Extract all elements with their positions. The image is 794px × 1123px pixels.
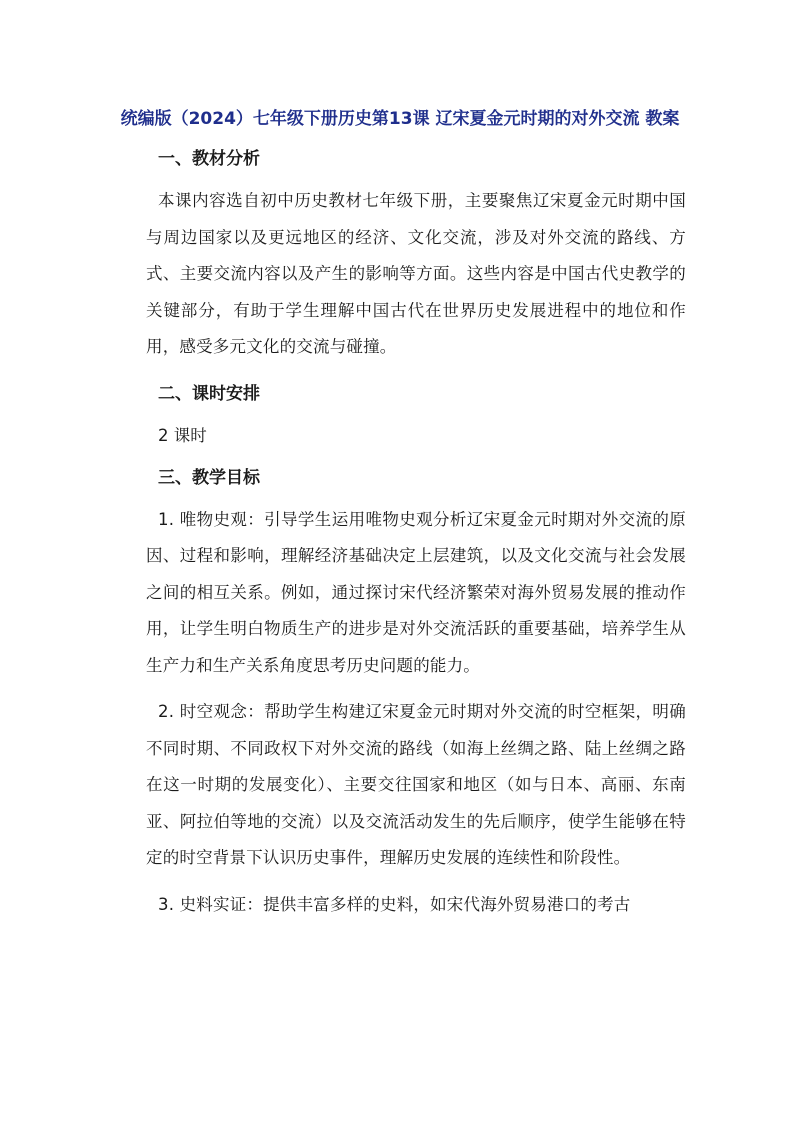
analysis-paragraph: 本课内容选自初中历史教材七年级下册，主要聚焦辽宋夏金元时期中国与周边国家以及更远地区的经济、文化交流，涉及对外交流的路线、方式、主要交流内容以及产生的影响等方面。这些内容是中国古代史教学的关键部分，有助于学生理解中国古代在世界历史发展进程中的地位和作用，感受多元文化的交流与碰撞。 xyxy=(146,191,686,356)
section-heading-analysis: 一、教材分析 xyxy=(158,149,260,169)
document-title: 统编版（2024）七年级下册历史第13课 辽宋夏金元时期的对外交流 教案 xyxy=(120,109,680,129)
objective-item-spacetime: 2. 时空观念：帮助学生构建辽宋夏金元时期对外交流的时空框架，明确不同时期、不同政权下对外交流的路线（如海上丝绸之路、陆上丝绸之路在这一时期的发展变化）、主要交往国家和地区（如与日本、高丽、东南亚、阿拉伯等地的交流）以及交流活动发生的先后顺序，使学生能够在特定的时空背景下认识历史事件，理解历史发展的连续性和阶段性。 xyxy=(146,702,686,867)
schedule-paragraph: 2 课时 xyxy=(158,425,207,445)
document-body xyxy=(146,141,686,923)
objective-item-materialism: 1. 唯物史观：引导学生运用唯物史观分析辽宋夏金元时期对外交流的原因、过程和影响，理解经济基础决定上层建筑，以及文化交流与社会发展之间的相互关系。例如，通过探讨宋代经济繁荣对海外贸易发展的推动作用，让学生明白物质生产的进步是对外交流活跃的重要基础，培养学生从生产力和生产关系角度思考历史问题的能力。 xyxy=(146,509,686,675)
section-heading-schedule: 二、课时安排 xyxy=(158,383,260,404)
section-heading-objectives: 三、教学目标 xyxy=(158,467,260,488)
objective-item-evidence: 3. 史料实证：提供丰富多样的史料，如宋代海外贸易港口的考古 xyxy=(158,894,631,914)
